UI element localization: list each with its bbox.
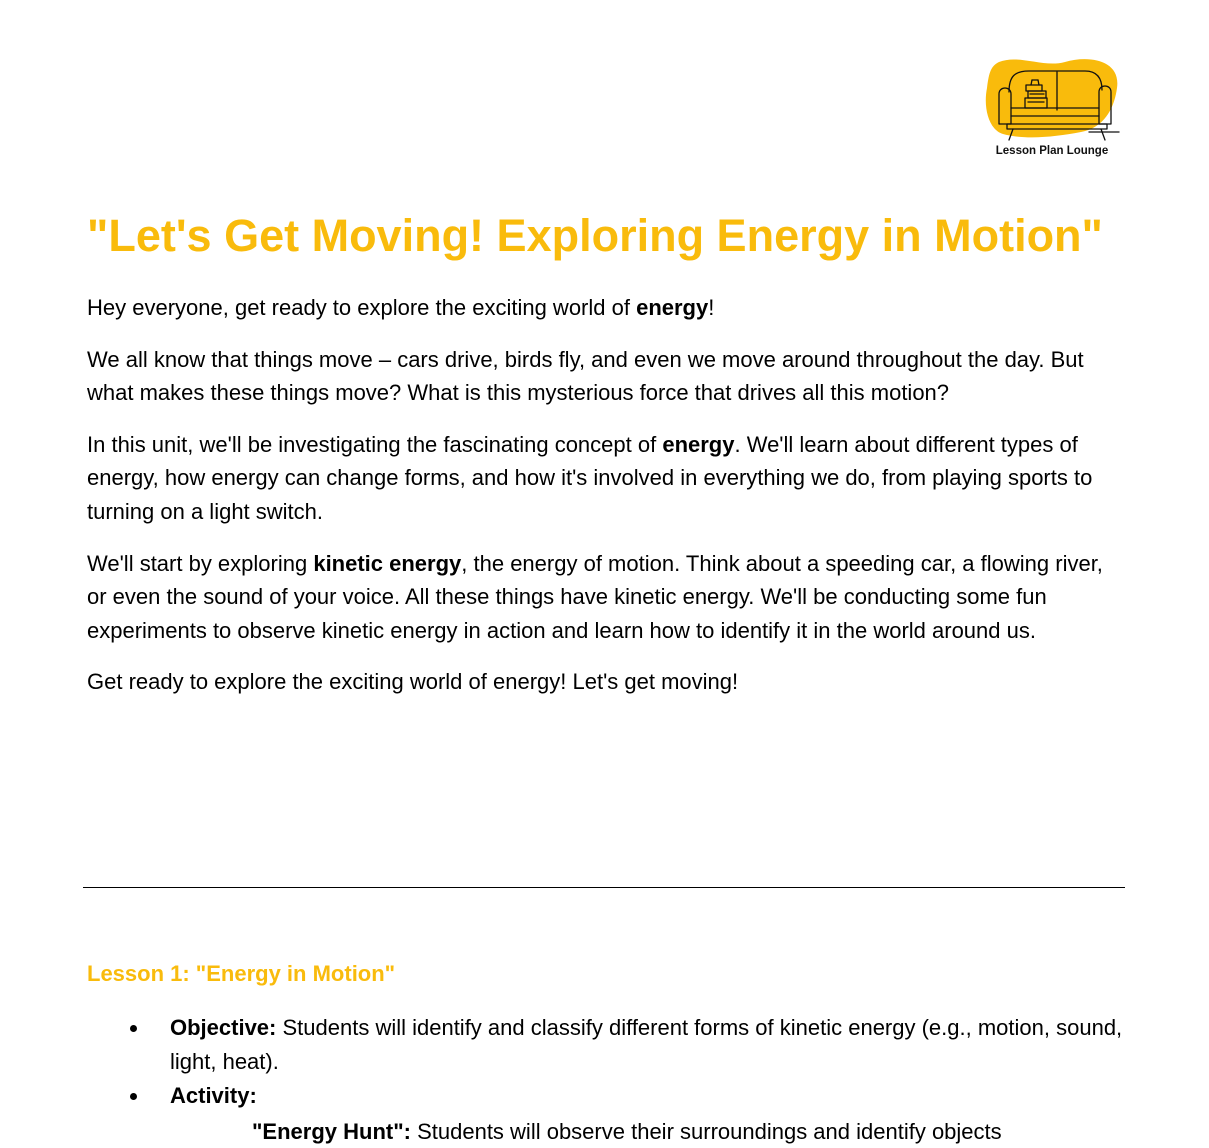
intro-text: Hey everyone, get ready to explore the exciting world of: [87, 295, 637, 320]
intro-paragraph-1: [87, 291, 1123, 325]
list-item-activity: [130, 1079, 1123, 1148]
lesson-details-list: [130, 1011, 1123, 1148]
energy-hunt-text: Students will observe their surroundings and identify objects: [410, 1118, 1002, 1144]
lesson-heading: Lesson 1: "Energy in Motion": [87, 961, 396, 986]
intro-text: In this unit, we'll be investigating the fascinating concept of: [87, 431, 663, 457]
intro-paragraph-5: Get ready to explore the exciting world of energy! Let's get moving!: [87, 669, 739, 695]
intro-paragraph-3: [87, 428, 1123, 529]
bullet-icon: [130, 1025, 137, 1032]
bold-term-energy: energy: [636, 295, 709, 320]
intro-text: . We'll learn about different types of energy, how energy can change forms, and how it's involved in everything we do, from playing sports to turning on a light switch.: [87, 431, 1093, 524]
bullet-icon: [130, 1093, 137, 1100]
activity-label: Activity:: [170, 1083, 257, 1109]
intro-paragraph-2: We all know that things move – cars drive, birds fly, and even we move around throughout the day. But what makes these things move? What is this mysterious force that drives all this motion?: [87, 346, 1084, 406]
intro-text: !: [708, 295, 715, 320]
energy-hunt-label: "Energy Hunt":: [252, 1118, 411, 1144]
bold-term-kinetic-energy: kinetic energy: [313, 550, 462, 576]
objective-label: Objective:: [170, 1015, 277, 1040]
intro-text: , the energy of motion. Think about a speeding car, a flowing river, or even the sound of your voice. All these things have kinetic energy. We'll be conducting some fun experiments to observe kinetic energy in action and learn how to identify it in the world around us.: [87, 550, 1103, 643]
page-title: "Let's Get Moving! Exploring Energy in Motion": [87, 210, 1103, 261]
logo-caption: Lesson Plan Lounge: [995, 145, 1109, 157]
sub-list-item-energy-hunt: [170, 1115, 1123, 1148]
couch-with-books-icon: [985, 58, 1119, 142]
horizontal-divider: [83, 887, 1125, 888]
bold-term-energy: energy: [662, 431, 735, 457]
list-item-objective: [130, 1011, 1123, 1078]
intro-paragraph-4: [87, 547, 1123, 648]
logo: [985, 58, 1119, 162]
intro-text: We'll start by exploring: [87, 550, 314, 576]
document-body: [87, 202, 1123, 699]
objective-text: Students will identify and classify different forms of kinetic energy (e.g., motion, sound, light, heat).: [170, 1015, 1123, 1074]
